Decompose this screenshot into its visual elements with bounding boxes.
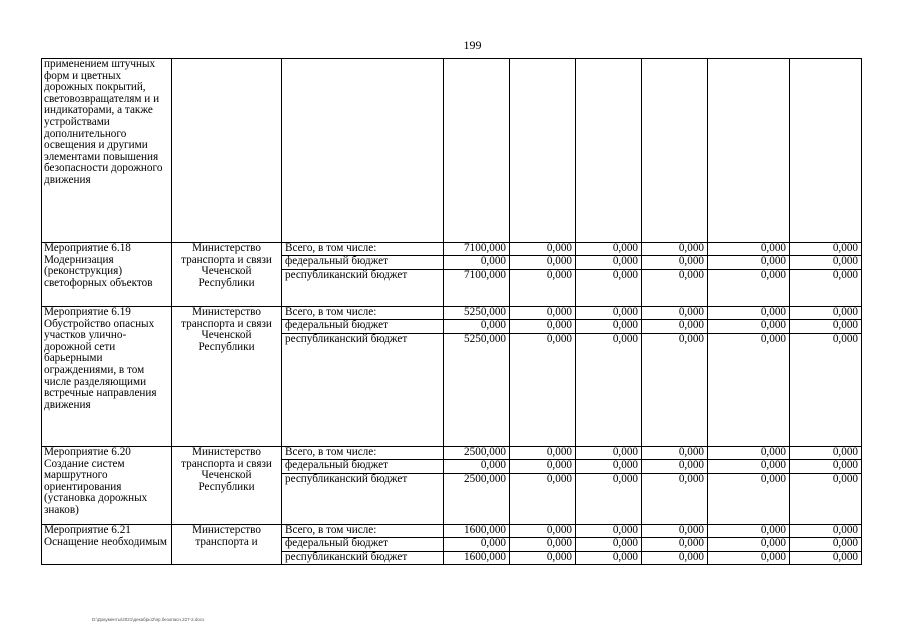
value-cell [708, 243, 790, 307]
value: 0,000 [510, 447, 575, 460]
value-cell [444, 243, 510, 307]
value: 0,000 [790, 460, 861, 473]
value: 0,000 [832, 472, 858, 485]
source-cell [282, 525, 444, 565]
value: 0,000 [546, 550, 572, 563]
value: 0,000 [612, 472, 638, 485]
value: 2500,000 [464, 472, 506, 485]
value: 0,000 [510, 243, 575, 256]
source-cell [282, 447, 444, 525]
value-cell [708, 447, 790, 525]
value: 0,000 [546, 268, 572, 281]
value: 1600,000 [444, 525, 509, 538]
value-cell [510, 447, 576, 525]
value-cell [790, 447, 862, 525]
table-row [42, 243, 862, 307]
value: 0,000 [790, 320, 861, 333]
value: 0,000 [576, 320, 641, 333]
value: 0,000 [510, 320, 575, 333]
value: 0,000 [510, 256, 575, 269]
continuation-event-cell [42, 59, 172, 243]
source-republic: республиканский бюджет [285, 332, 408, 345]
org-cell [172, 243, 282, 307]
value: 0,000 [708, 243, 789, 256]
value: 0,000 [790, 307, 861, 320]
value: 7100,000 [464, 268, 506, 281]
value: 0,000 [708, 538, 789, 551]
value: 0,000 [678, 472, 704, 485]
value: 0,000 [642, 243, 707, 256]
page-number: 199 [463, 38, 482, 52]
source-total: Всего, в том числе: [282, 525, 443, 538]
value: 0,000 [546, 472, 572, 485]
event-cell [42, 447, 172, 525]
continuation-row [42, 59, 862, 243]
value: 0,000 [708, 320, 789, 333]
value: 0,000 [444, 538, 509, 551]
value-cell [444, 307, 510, 447]
value: 0,000 [444, 460, 509, 473]
value-cell [642, 307, 708, 447]
value: 0,000 [576, 525, 641, 538]
value: 0,000 [612, 550, 638, 563]
event-cell [42, 243, 172, 307]
value: 0,000 [510, 307, 575, 320]
org-cell [172, 447, 282, 525]
value: 0,000 [444, 256, 509, 269]
value: 0,000 [612, 268, 638, 281]
value-cell [576, 307, 642, 447]
event-cell [42, 525, 172, 565]
org-text: Министерство транспорта и связи Чеченской Республики [181, 242, 272, 289]
table-row [42, 307, 862, 447]
value: 0,000 [642, 320, 707, 333]
value: 0,000 [576, 538, 641, 551]
source-federal: федеральный бюджет [282, 460, 443, 473]
value: 5250,000 [464, 332, 506, 345]
source-federal: федеральный бюджет [282, 256, 443, 269]
value: 0,000 [576, 447, 641, 460]
value: 0,000 [642, 538, 707, 551]
value-cell [444, 447, 510, 525]
value: 0,000 [708, 525, 789, 538]
value: 0,000 [510, 538, 575, 551]
value: 0,000 [708, 460, 789, 473]
value: 0,000 [678, 332, 704, 345]
value: 0,000 [576, 243, 641, 256]
value-cell [642, 243, 708, 307]
funding-table [41, 58, 862, 565]
value: 0,000 [678, 268, 704, 281]
value: 0,000 [510, 460, 575, 473]
value: 0,000 [760, 332, 786, 345]
value: 0,000 [760, 472, 786, 485]
event-cell [42, 307, 172, 447]
value: 0,000 [790, 525, 861, 538]
value-cell [510, 243, 576, 307]
value-cell [510, 307, 576, 447]
value-cell [576, 447, 642, 525]
value: 0,000 [678, 550, 704, 563]
value: 0,000 [576, 256, 641, 269]
source-total: Всего, в том числе: [282, 447, 443, 460]
source-cell [282, 243, 444, 307]
value-cell [790, 307, 862, 447]
value: 0,000 [790, 243, 861, 256]
value-cell [576, 243, 642, 307]
table-row [42, 447, 862, 525]
value: 0,000 [642, 525, 707, 538]
event-text: Мероприятие 6.20 Создание систем маршрутного ориентирования (установка дорожных знаков) [44, 446, 148, 516]
org-text: Министерство транспорта и связи Чеченской Республики [181, 446, 272, 493]
value-cell [708, 525, 790, 565]
value: 0,000 [510, 525, 575, 538]
value: 0,000 [790, 538, 861, 551]
value: 0,000 [790, 447, 861, 460]
value-cell [576, 525, 642, 565]
org-text: Министерство транспорта и [192, 524, 261, 548]
value: 0,000 [708, 307, 789, 320]
value: 1600,000 [464, 550, 506, 563]
value-cell [510, 525, 576, 565]
value: 0,000 [444, 320, 509, 333]
value: 0,000 [546, 332, 572, 345]
value: 0,000 [760, 268, 786, 281]
event-text: Мероприятие 6.21 Оснащение необходимым [44, 524, 167, 548]
value: 0,000 [790, 256, 861, 269]
value: 0,000 [832, 332, 858, 345]
value: 0,000 [642, 447, 707, 460]
value: 0,000 [832, 550, 858, 563]
org-cell [172, 307, 282, 447]
source-republic: республиканский бюджет [285, 268, 408, 281]
value: 0,000 [708, 447, 789, 460]
event-text: Мероприятие 6.18 Модернизация (реконструкция) светофорных объектов [44, 242, 153, 289]
value: 0,000 [642, 256, 707, 269]
org-text: Министерство транспорта и связи Чеченской Республики [181, 306, 272, 353]
value-cell [790, 525, 862, 565]
value: 0,000 [642, 307, 707, 320]
source-republic: республиканский бюджет [285, 550, 408, 563]
source-federal: федеральный бюджет [282, 320, 443, 333]
continuation-text: применением штучных форм и цветных дорожных покрытий, световозвращателям и и индикаторами, а также устройствами дополнительного освещения и другими элементами повышения безопасности дорожного движения [44, 58, 163, 186]
source-total: Всего, в том числе: [282, 307, 443, 320]
value-cell [790, 243, 862, 307]
value-cell [708, 307, 790, 447]
value-cell [444, 525, 510, 565]
value: 0,000 [832, 268, 858, 281]
value-cell [642, 525, 708, 565]
value: 7100,000 [444, 243, 509, 256]
value: 0,000 [708, 256, 789, 269]
footer-file-path: D:\Документы\2021\декабрь\2\пр.безопасн.227-2.docx [92, 617, 205, 622]
table-row [42, 525, 862, 565]
value: 0,000 [612, 332, 638, 345]
value: 0,000 [642, 460, 707, 473]
org-cell [172, 525, 282, 565]
value: 2500,000 [444, 447, 509, 460]
value: 5250,000 [444, 307, 509, 320]
source-cell [282, 307, 444, 447]
value: 0,000 [576, 307, 641, 320]
event-text: Мероприятие 6.19 Обустройство опасных участков улично-дорожной сети барьерными ограждениями, в том числе разделяющими встречные направления движения [44, 306, 157, 411]
source-republic: республиканский бюджет [285, 472, 408, 485]
value: 0,000 [760, 550, 786, 563]
source-federal: федеральный бюджет [282, 538, 443, 551]
value: 0,000 [576, 460, 641, 473]
value-cell [642, 447, 708, 525]
source-total: Всего, в том числе: [282, 243, 443, 256]
